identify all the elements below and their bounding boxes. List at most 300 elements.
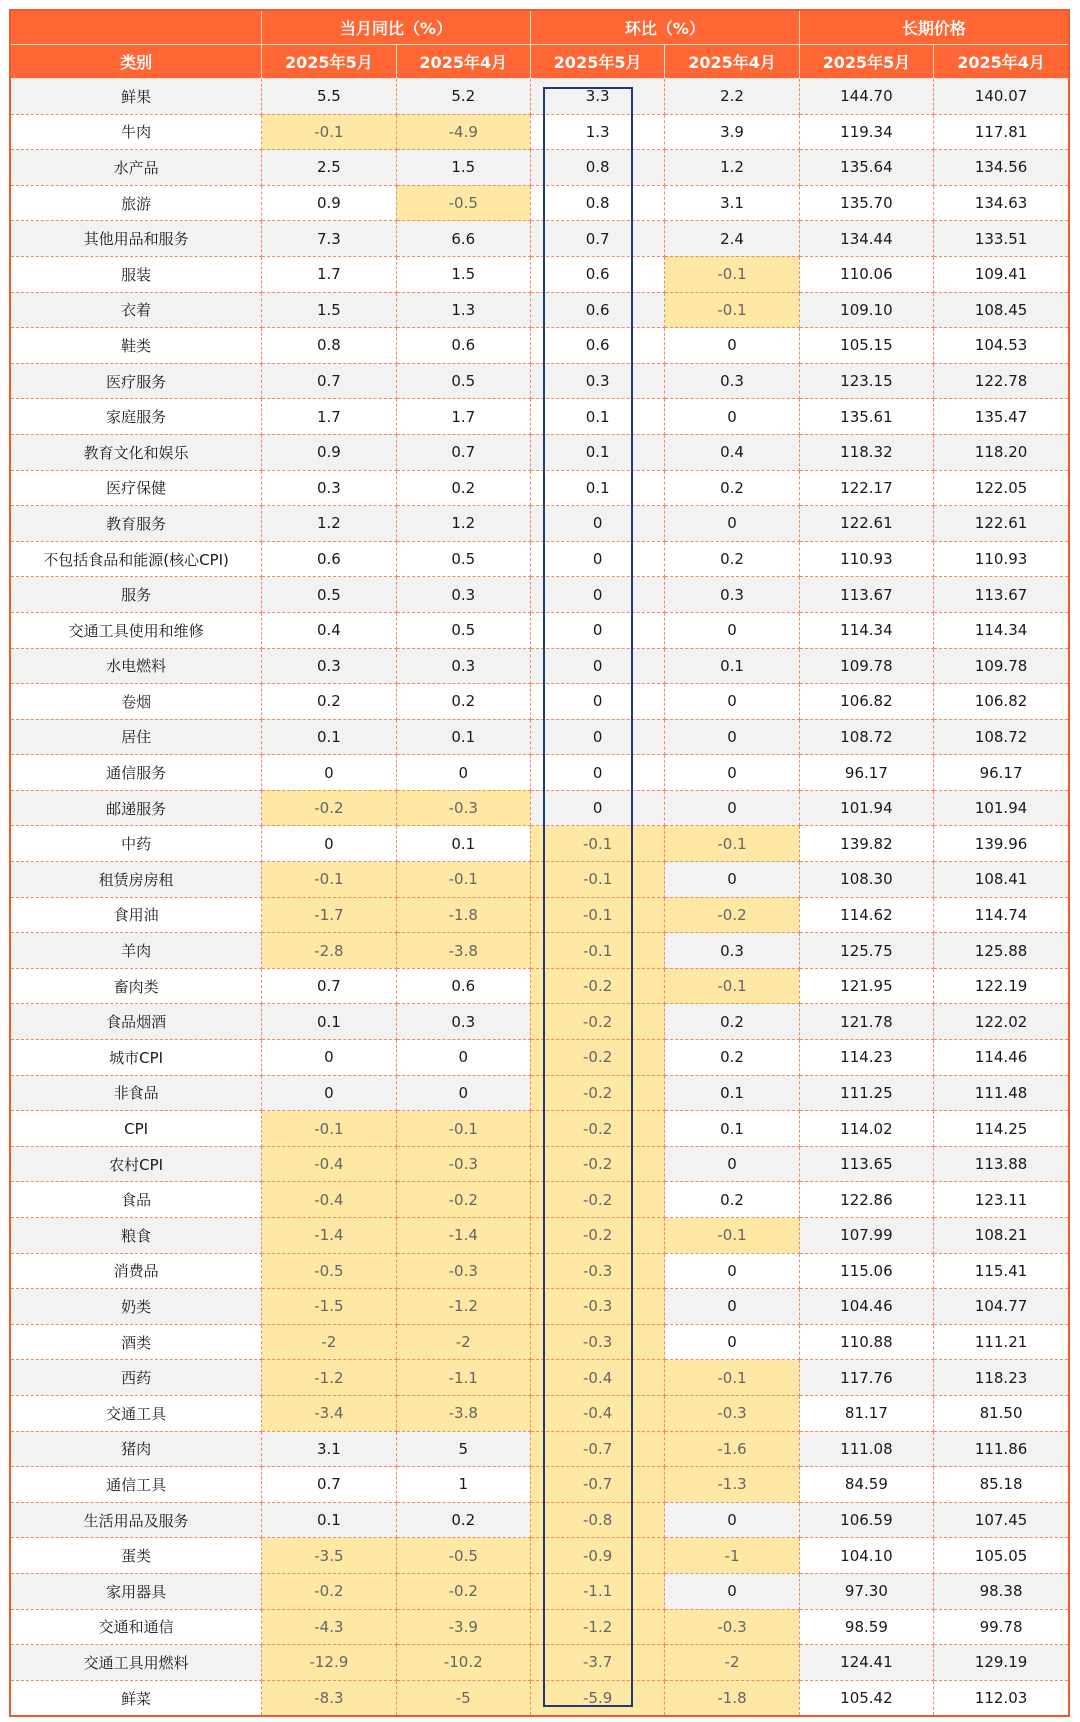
yoy-may-cell: 0.9 xyxy=(262,185,396,221)
long-may-cell: 124.41 xyxy=(799,1645,933,1681)
long-apr-cell: 110.93 xyxy=(934,541,1068,577)
long-may-cell: 135.70 xyxy=(799,185,933,221)
long-may-cell: 122.61 xyxy=(799,506,933,542)
mom-apr-cell: 0.1 xyxy=(665,1111,799,1147)
table-row xyxy=(11,399,1068,435)
long-may-cell: 121.95 xyxy=(799,968,933,1004)
table-row xyxy=(11,1538,1068,1574)
yoy-may-cell: 0.7 xyxy=(262,1467,396,1503)
category-cell: 邮递服务 xyxy=(11,790,262,826)
long-may-cell: 104.10 xyxy=(799,1538,933,1574)
yoy-may-cell: 1.7 xyxy=(262,256,396,292)
long-may-cell: 111.08 xyxy=(799,1431,933,1467)
category-cell: 消费品 xyxy=(11,1253,262,1289)
mom-may-cell: -0.9 xyxy=(530,1538,664,1574)
yoy-may-cell: 0.8 xyxy=(262,328,396,364)
mom-apr-cell: 0.2 xyxy=(665,1040,799,1076)
yoy-apr-cell: 1.7 xyxy=(396,399,530,435)
mom-apr-cell: -0.1 xyxy=(665,826,799,862)
long-apr-cell: 108.45 xyxy=(934,292,1068,328)
table-row xyxy=(11,79,1068,115)
yoy-may-cell: -2.8 xyxy=(262,933,396,969)
mom-may-cell: -0.4 xyxy=(530,1360,664,1396)
category-cell: 其他用品和服务 xyxy=(11,221,262,257)
mom-may-cell: 3.3 xyxy=(530,79,664,115)
mom-may-cell: 0.1 xyxy=(530,470,664,506)
long-apr-cell: 111.86 xyxy=(934,1431,1068,1467)
long-apr-cell: 125.88 xyxy=(934,933,1068,969)
table-row xyxy=(11,684,1068,720)
mom-apr-column-header: 2025年4月 xyxy=(665,45,799,79)
mom-may-cell: 0 xyxy=(530,577,664,613)
table-row xyxy=(11,328,1068,364)
category-cell: 教育服务 xyxy=(11,506,262,542)
mom-apr-cell: 3.9 xyxy=(665,114,799,150)
long-may-cell: 109.10 xyxy=(799,292,933,328)
table-row xyxy=(11,506,1068,542)
mom-may-cell: -0.1 xyxy=(530,933,664,969)
mom-may-cell: -1.1 xyxy=(530,1573,664,1609)
yoy-apr-cell: -1.1 xyxy=(396,1360,530,1396)
yoy-may-cell: 0.1 xyxy=(262,1004,396,1040)
long-apr-cell: 101.94 xyxy=(934,790,1068,826)
mom-may-cell: 0.1 xyxy=(530,399,664,435)
category-cell: 城市CPI xyxy=(11,1040,262,1076)
yoy-may-cell: -12.9 xyxy=(262,1645,396,1681)
table-row xyxy=(11,1253,1068,1289)
mom-may-cell: -0.2 xyxy=(530,1218,664,1254)
yoy-may-cell: 0.3 xyxy=(262,470,396,506)
yoy-may-cell: 7.3 xyxy=(262,221,396,257)
yoy-may-cell: 0 xyxy=(262,1075,396,1111)
long-apr-cell: 133.51 xyxy=(934,221,1068,257)
yoy-may-cell: 0 xyxy=(262,755,396,791)
table-row xyxy=(11,755,1068,791)
mom-apr-cell: 0 xyxy=(665,862,799,898)
long-apr-cell: 108.21 xyxy=(934,1218,1068,1254)
yoy-may-cell: -3.4 xyxy=(262,1395,396,1431)
category-cell: 交通工具用燃料 xyxy=(11,1645,262,1681)
mom-may-cell: 0 xyxy=(530,755,664,791)
category-column-header: 类别 xyxy=(11,45,262,79)
category-cell: 交通和通信 xyxy=(11,1609,262,1645)
yoy-may-cell: 3.1 xyxy=(262,1431,396,1467)
mom-may-cell: -0.1 xyxy=(530,862,664,898)
yoy-may-cell: 1.2 xyxy=(262,506,396,542)
yoy-may-cell: -0.2 xyxy=(262,1573,396,1609)
long-apr-cell: 109.41 xyxy=(934,256,1068,292)
yoy-may-cell: 0.4 xyxy=(262,612,396,648)
mom-apr-cell: 0.2 xyxy=(665,541,799,577)
yoy-may-cell: -0.1 xyxy=(262,1111,396,1147)
long-may-column-header: 2025年5月 xyxy=(799,45,933,79)
mom-apr-cell: -2 xyxy=(665,1645,799,1681)
yoy-may-cell: -0.4 xyxy=(262,1146,396,1182)
mom-may-cell: 0.8 xyxy=(530,150,664,186)
mom-may-cell: -0.2 xyxy=(530,1146,664,1182)
yoy-apr-column-header: 2025年4月 xyxy=(396,45,530,79)
long-apr-cell: 104.53 xyxy=(934,328,1068,364)
mom-may-cell: -0.1 xyxy=(530,826,664,862)
table-row xyxy=(11,292,1068,328)
long-may-cell: 108.30 xyxy=(799,862,933,898)
category-cell: 酒类 xyxy=(11,1324,262,1360)
category-cell: 通信服务 xyxy=(11,755,262,791)
category-cell: 交通工具使用和维修 xyxy=(11,612,262,648)
mom-apr-cell: -0.3 xyxy=(665,1395,799,1431)
yoy-apr-cell: 5 xyxy=(396,1431,530,1467)
table-row xyxy=(11,1395,1068,1431)
table-row xyxy=(11,577,1068,613)
yoy-may-cell: -1.5 xyxy=(262,1289,396,1325)
category-cell: 西药 xyxy=(11,1360,262,1396)
category-cell: 通信工具 xyxy=(11,1467,262,1503)
mom-apr-cell: 0 xyxy=(665,1324,799,1360)
mom-apr-cell: 0 xyxy=(665,1573,799,1609)
table-row xyxy=(11,612,1068,648)
mom-may-cell: 0.6 xyxy=(530,292,664,328)
mom-may-cell: 0 xyxy=(530,719,664,755)
table-body xyxy=(11,79,1068,1716)
category-cell: 医疗保健 xyxy=(11,470,262,506)
mom-apr-cell: -1.8 xyxy=(665,1680,799,1715)
mom-apr-cell: -0.1 xyxy=(665,968,799,1004)
yoy-may-cell: -0.1 xyxy=(262,862,396,898)
yoy-apr-cell: -0.2 xyxy=(396,1182,530,1218)
long-apr-cell: 122.02 xyxy=(934,1004,1068,1040)
yoy-apr-cell: 1.2 xyxy=(396,506,530,542)
mom-apr-cell: 0 xyxy=(665,1289,799,1325)
mom-apr-cell: 0.3 xyxy=(665,363,799,399)
yoy-may-cell: 0.7 xyxy=(262,363,396,399)
table-row xyxy=(11,1502,1068,1538)
mom-may-cell: 0 xyxy=(530,790,664,826)
table-row xyxy=(11,648,1068,684)
mom-may-cell: 0 xyxy=(530,648,664,684)
mom-apr-cell: 0 xyxy=(665,719,799,755)
long-may-cell: 125.75 xyxy=(799,933,933,969)
yoy-apr-cell: -5 xyxy=(396,1680,530,1715)
yoy-apr-cell: 0.5 xyxy=(396,612,530,648)
long-may-cell: 115.06 xyxy=(799,1253,933,1289)
yoy-may-cell: -0.5 xyxy=(262,1253,396,1289)
long-apr-cell: 112.03 xyxy=(934,1680,1068,1715)
yoy-apr-cell: 0.5 xyxy=(396,541,530,577)
yoy-apr-cell: 0.3 xyxy=(396,1004,530,1040)
long-may-cell: 105.15 xyxy=(799,328,933,364)
mom-apr-cell: 0.4 xyxy=(665,434,799,470)
long-apr-cell: 122.19 xyxy=(934,968,1068,1004)
mom-may-cell: -5.9 xyxy=(530,1680,664,1715)
long-may-cell: 98.59 xyxy=(799,1609,933,1645)
yoy-apr-cell: 1.5 xyxy=(396,256,530,292)
table-row xyxy=(11,790,1068,826)
table-row xyxy=(11,1431,1068,1467)
mom-apr-cell: 2.4 xyxy=(665,221,799,257)
yoy-may-cell: -8.3 xyxy=(262,1680,396,1715)
table-row xyxy=(11,1218,1068,1254)
category-cell: 鲜菜 xyxy=(11,1680,262,1715)
mom-apr-cell: 0 xyxy=(665,1253,799,1289)
table-row xyxy=(11,968,1068,1004)
yoy-may-cell: -2 xyxy=(262,1324,396,1360)
yoy-apr-cell: -0.3 xyxy=(396,1253,530,1289)
long-apr-cell: 109.78 xyxy=(934,648,1068,684)
table-row xyxy=(11,256,1068,292)
table-row xyxy=(11,1075,1068,1111)
mom-may-cell: -1.2 xyxy=(530,1609,664,1645)
yoy-may-cell: 1.5 xyxy=(262,292,396,328)
long-may-cell: 96.17 xyxy=(799,755,933,791)
yoy-may-cell: 0.3 xyxy=(262,648,396,684)
mom-may-cell: 0.7 xyxy=(530,221,664,257)
table-row xyxy=(11,541,1068,577)
long-apr-cell: 108.72 xyxy=(934,719,1068,755)
mom-may-cell: -0.2 xyxy=(530,1182,664,1218)
mom-apr-cell: 0 xyxy=(665,684,799,720)
mom-apr-cell: -0.2 xyxy=(665,897,799,933)
yoy-apr-cell: -0.2 xyxy=(396,1573,530,1609)
long-may-cell: 122.86 xyxy=(799,1182,933,1218)
mom-may-cell: 0.8 xyxy=(530,185,664,221)
mom-may-cell: -0.3 xyxy=(530,1253,664,1289)
yoy-may-cell: -0.4 xyxy=(262,1182,396,1218)
long-apr-cell: 114.74 xyxy=(934,897,1068,933)
yoy-apr-cell: -10.2 xyxy=(396,1645,530,1681)
long-apr-cell: 81.50 xyxy=(934,1395,1068,1431)
long-apr-cell: 114.46 xyxy=(934,1040,1068,1076)
yoy-apr-cell: -3.9 xyxy=(396,1609,530,1645)
mom-apr-cell: -1.6 xyxy=(665,1431,799,1467)
table-row xyxy=(11,933,1068,969)
long-may-cell: 97.30 xyxy=(799,1573,933,1609)
category-cell: 卷烟 xyxy=(11,684,262,720)
yoy-group-header: 当月同比（%） xyxy=(262,11,531,45)
yoy-apr-cell: 0 xyxy=(396,1075,530,1111)
long-may-cell: 81.17 xyxy=(799,1395,933,1431)
long-may-cell: 108.72 xyxy=(799,719,933,755)
yoy-apr-cell: 0.2 xyxy=(396,470,530,506)
table-row xyxy=(11,897,1068,933)
mom-may-cell: -0.7 xyxy=(530,1431,664,1467)
table-row xyxy=(11,1467,1068,1503)
mom-may-cell: -0.7 xyxy=(530,1467,664,1503)
table-row xyxy=(11,719,1068,755)
yoy-apr-cell: 0.3 xyxy=(396,577,530,613)
long-apr-cell: 99.78 xyxy=(934,1609,1068,1645)
mom-apr-cell: 0 xyxy=(665,1502,799,1538)
yoy-apr-cell: 1 xyxy=(396,1467,530,1503)
yoy-apr-cell: 0.6 xyxy=(396,328,530,364)
table-row xyxy=(11,185,1068,221)
table-row xyxy=(11,1004,1068,1040)
mom-apr-cell: 0.2 xyxy=(665,1182,799,1218)
yoy-apr-cell: -0.1 xyxy=(396,862,530,898)
mom-may-cell: -0.2 xyxy=(530,1111,664,1147)
yoy-may-cell: 0.2 xyxy=(262,684,396,720)
mom-may-cell: -3.7 xyxy=(530,1645,664,1681)
category-cell: 鲜果 xyxy=(11,79,262,115)
long-may-cell: 122.17 xyxy=(799,470,933,506)
long-apr-cell: 106.82 xyxy=(934,684,1068,720)
mom-apr-cell: 0 xyxy=(665,328,799,364)
long-apr-cell: 98.38 xyxy=(934,1573,1068,1609)
yoy-apr-cell: -1.8 xyxy=(396,897,530,933)
category-cell: 租赁房房租 xyxy=(11,862,262,898)
mom-may-cell: 0 xyxy=(530,612,664,648)
yoy-apr-cell: -0.3 xyxy=(396,1146,530,1182)
yoy-may-cell: -0.1 xyxy=(262,114,396,150)
long-apr-cell: 96.17 xyxy=(934,755,1068,791)
table-row xyxy=(11,434,1068,470)
table-row xyxy=(11,1289,1068,1325)
yoy-apr-cell: 0.2 xyxy=(396,684,530,720)
yoy-apr-cell: 1.3 xyxy=(396,292,530,328)
long-apr-cell: 122.05 xyxy=(934,470,1068,506)
mom-apr-cell: -0.3 xyxy=(665,1609,799,1645)
long-may-cell: 104.46 xyxy=(799,1289,933,1325)
yoy-apr-cell: 0 xyxy=(396,755,530,791)
category-cell: 医疗服务 xyxy=(11,363,262,399)
yoy-apr-cell: 0.2 xyxy=(396,1502,530,1538)
long-apr-cell: 114.25 xyxy=(934,1111,1068,1147)
mom-apr-cell: 0.3 xyxy=(665,933,799,969)
table-row xyxy=(11,221,1068,257)
long-apr-cell: 140.07 xyxy=(934,79,1068,115)
yoy-apr-cell: 0.3 xyxy=(396,648,530,684)
category-cell: 中药 xyxy=(11,826,262,862)
mom-may-cell: 0.6 xyxy=(530,256,664,292)
long-apr-column-header: 2025年4月 xyxy=(934,45,1068,79)
category-cell: 衣着 xyxy=(11,292,262,328)
mom-apr-cell: 0.3 xyxy=(665,577,799,613)
long-may-cell: 114.02 xyxy=(799,1111,933,1147)
table-row xyxy=(11,826,1068,862)
mom-may-cell: -0.2 xyxy=(530,1004,664,1040)
long-apr-cell: 117.81 xyxy=(934,114,1068,150)
category-cell: 旅游 xyxy=(11,185,262,221)
mom-may-cell: 0.1 xyxy=(530,434,664,470)
category-cell: 水产品 xyxy=(11,150,262,186)
category-cell: 畜肉类 xyxy=(11,968,262,1004)
yoy-may-cell: 0 xyxy=(262,826,396,862)
yoy-apr-cell: -1.2 xyxy=(396,1289,530,1325)
yoy-apr-cell: -0.5 xyxy=(396,185,530,221)
yoy-apr-cell: 0.5 xyxy=(396,363,530,399)
mom-apr-cell: -0.1 xyxy=(665,1218,799,1254)
table-row xyxy=(11,1609,1068,1645)
long-may-cell: 84.59 xyxy=(799,1467,933,1503)
mom-may-cell: -0.2 xyxy=(530,1040,664,1076)
yoy-apr-cell: -4.9 xyxy=(396,114,530,150)
category-cell: 牛肉 xyxy=(11,114,262,150)
mom-may-cell: -0.2 xyxy=(530,1075,664,1111)
yoy-may-cell: 0 xyxy=(262,1040,396,1076)
long-may-cell: 113.65 xyxy=(799,1146,933,1182)
mom-apr-cell: 0 xyxy=(665,755,799,791)
yoy-may-cell: 0.5 xyxy=(262,577,396,613)
mom-apr-cell: 0.2 xyxy=(665,470,799,506)
yoy-apr-cell: -0.1 xyxy=(396,1111,530,1147)
long-apr-cell: 105.05 xyxy=(934,1538,1068,1574)
table-row xyxy=(11,1324,1068,1360)
yoy-apr-cell: -2 xyxy=(396,1324,530,1360)
category-cell: 非食品 xyxy=(11,1075,262,1111)
yoy-may-cell: -1.4 xyxy=(262,1218,396,1254)
long-apr-cell: 139.96 xyxy=(934,826,1068,862)
yoy-apr-cell: 6.6 xyxy=(396,221,530,257)
yoy-apr-cell: -0.5 xyxy=(396,1538,530,1574)
corner-header-cell xyxy=(11,11,262,45)
long-may-cell: 121.78 xyxy=(799,1004,933,1040)
mom-apr-cell: 0.1 xyxy=(665,648,799,684)
yoy-may-cell: 0.7 xyxy=(262,968,396,1004)
yoy-apr-cell: -0.3 xyxy=(396,790,530,826)
cpi-table xyxy=(11,11,1068,1715)
mom-may-cell: -0.4 xyxy=(530,1395,664,1431)
category-cell: 交通工具 xyxy=(11,1395,262,1431)
mom-may-cell: -0.8 xyxy=(530,1502,664,1538)
category-cell: 居住 xyxy=(11,719,262,755)
yoy-apr-cell: 0.1 xyxy=(396,826,530,862)
category-cell: 粮食 xyxy=(11,1218,262,1254)
long-may-cell: 111.25 xyxy=(799,1075,933,1111)
mom-may-cell: -0.3 xyxy=(530,1289,664,1325)
category-cell: 家庭服务 xyxy=(11,399,262,435)
mom-apr-cell: 0 xyxy=(665,790,799,826)
yoy-may-cell: 0.1 xyxy=(262,719,396,755)
long-apr-cell: 118.20 xyxy=(934,434,1068,470)
long-apr-cell: 108.41 xyxy=(934,862,1068,898)
category-cell: 不包括食品和能源(核心CPI) xyxy=(11,541,262,577)
category-cell: 猪肉 xyxy=(11,1431,262,1467)
mom-apr-cell: 0 xyxy=(665,399,799,435)
mom-apr-cell: 0 xyxy=(665,612,799,648)
table-row xyxy=(11,114,1068,150)
yoy-may-column-header: 2025年5月 xyxy=(262,45,396,79)
category-cell: 服务 xyxy=(11,577,262,613)
yoy-may-cell: 2.5 xyxy=(262,150,396,186)
long-may-cell: 114.23 xyxy=(799,1040,933,1076)
category-cell: 水电燃料 xyxy=(11,648,262,684)
long-may-cell: 113.67 xyxy=(799,577,933,613)
mom-may-column-header: 2025年5月 xyxy=(530,45,664,79)
yoy-may-cell: -0.2 xyxy=(262,790,396,826)
long-may-cell: 110.93 xyxy=(799,541,933,577)
table-row xyxy=(11,363,1068,399)
table-row xyxy=(11,1360,1068,1396)
long-may-cell: 101.94 xyxy=(799,790,933,826)
long-may-cell: 114.62 xyxy=(799,897,933,933)
long-apr-cell: 104.77 xyxy=(934,1289,1068,1325)
category-cell: 食用油 xyxy=(11,897,262,933)
long-apr-cell: 113.88 xyxy=(934,1146,1068,1182)
table-row xyxy=(11,1573,1068,1609)
mom-may-cell: -0.3 xyxy=(530,1324,664,1360)
yoy-apr-cell: 1.5 xyxy=(396,150,530,186)
long-apr-cell: 134.56 xyxy=(934,150,1068,186)
yoy-may-cell: 0.1 xyxy=(262,1502,396,1538)
group-header-row xyxy=(11,11,1068,45)
long-apr-cell: 115.41 xyxy=(934,1253,1068,1289)
long-may-cell: 135.61 xyxy=(799,399,933,435)
table-row xyxy=(11,150,1068,186)
long-apr-cell: 111.21 xyxy=(934,1324,1068,1360)
yoy-may-cell: 1.7 xyxy=(262,399,396,435)
table-row xyxy=(11,862,1068,898)
cpi-table-container xyxy=(9,9,1070,1717)
long-may-cell: 135.64 xyxy=(799,150,933,186)
